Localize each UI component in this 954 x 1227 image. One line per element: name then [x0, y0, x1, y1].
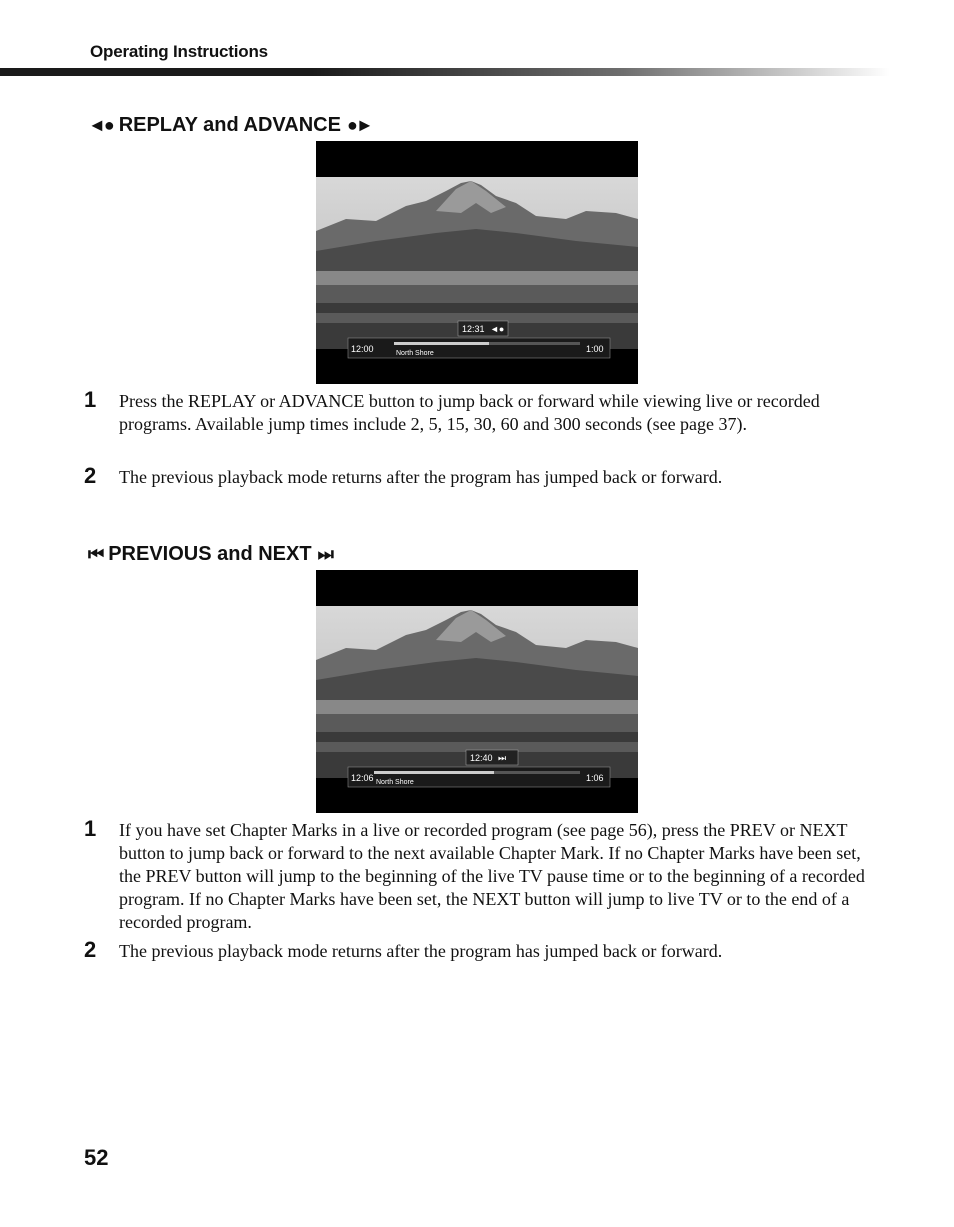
- next-osd-icon: ⏭: [498, 753, 507, 763]
- step-number: 1: [84, 387, 97, 412]
- section-title: PREVIOUS and NEXT: [108, 543, 312, 565]
- step-number: 2: [84, 937, 97, 962]
- advance-icon: ●►: [346, 115, 372, 135]
- tv-screenshot-previous-next: [316, 570, 638, 813]
- start-time: 12:06: [351, 773, 374, 783]
- step-text: The previous playback mode returns after the program has jumped back or forward.: [119, 941, 723, 961]
- progress-fill: [394, 342, 489, 345]
- step-number: 2: [84, 463, 97, 488]
- running-header: Operating Instructions: [90, 42, 268, 61]
- step-number: 1: [84, 816, 97, 841]
- mountain-scene-image: [316, 570, 638, 813]
- step-text: If you have set Chapter Marks in a live or recorded program (see page 56), press the PREV or NEXT button to jump back or forward to the next available Chapter Mark. If no Chapter Marks have been set, the PREV button will jump to the beginning of the live TV pause time or to the beginning of a recorded program. If no Chapter Marks have been set, the NEXT button will jump to live TV or to the end of a recorded program.: [119, 820, 865, 932]
- channel-name: North Shore: [376, 779, 414, 786]
- replay-icon: ◄●: [88, 115, 113, 135]
- end-time: 1:00: [586, 344, 604, 354]
- section-title: REPLAY and ADVANCE: [118, 114, 341, 136]
- progress-fill: [374, 771, 494, 774]
- header-rule: [0, 68, 890, 76]
- next-icon: ⏭: [317, 544, 332, 564]
- tv-screenshot-replay: [316, 141, 638, 384]
- progress-bar-frame: [348, 338, 610, 358]
- page-number: 52: [84, 1145, 109, 1170]
- start-time: 12:00: [351, 344, 374, 354]
- channel-name: North Shore: [396, 350, 434, 357]
- mountain-scene-image: [316, 141, 638, 384]
- step-text: The previous playback mode returns after the program has jumped back or forward.: [119, 467, 723, 487]
- section-heading-replay-advance: [88, 114, 372, 137]
- previous-icon: ⏮: [88, 544, 103, 564]
- end-time: 1:06: [586, 773, 604, 783]
- time-badge-label: 12:40: [470, 753, 493, 763]
- section-heading-previous-next: [88, 543, 332, 566]
- step-text: Press the REPLAY or ADVANCE button to jump back or forward while viewing live or recorded programs. Available jump times include 2, 5, 15, 30, 60 and 300 seconds (see page 37).: [119, 391, 820, 434]
- time-badge-label: 12:31: [462, 324, 485, 334]
- replay-osd-icon: ◄●: [490, 324, 505, 334]
